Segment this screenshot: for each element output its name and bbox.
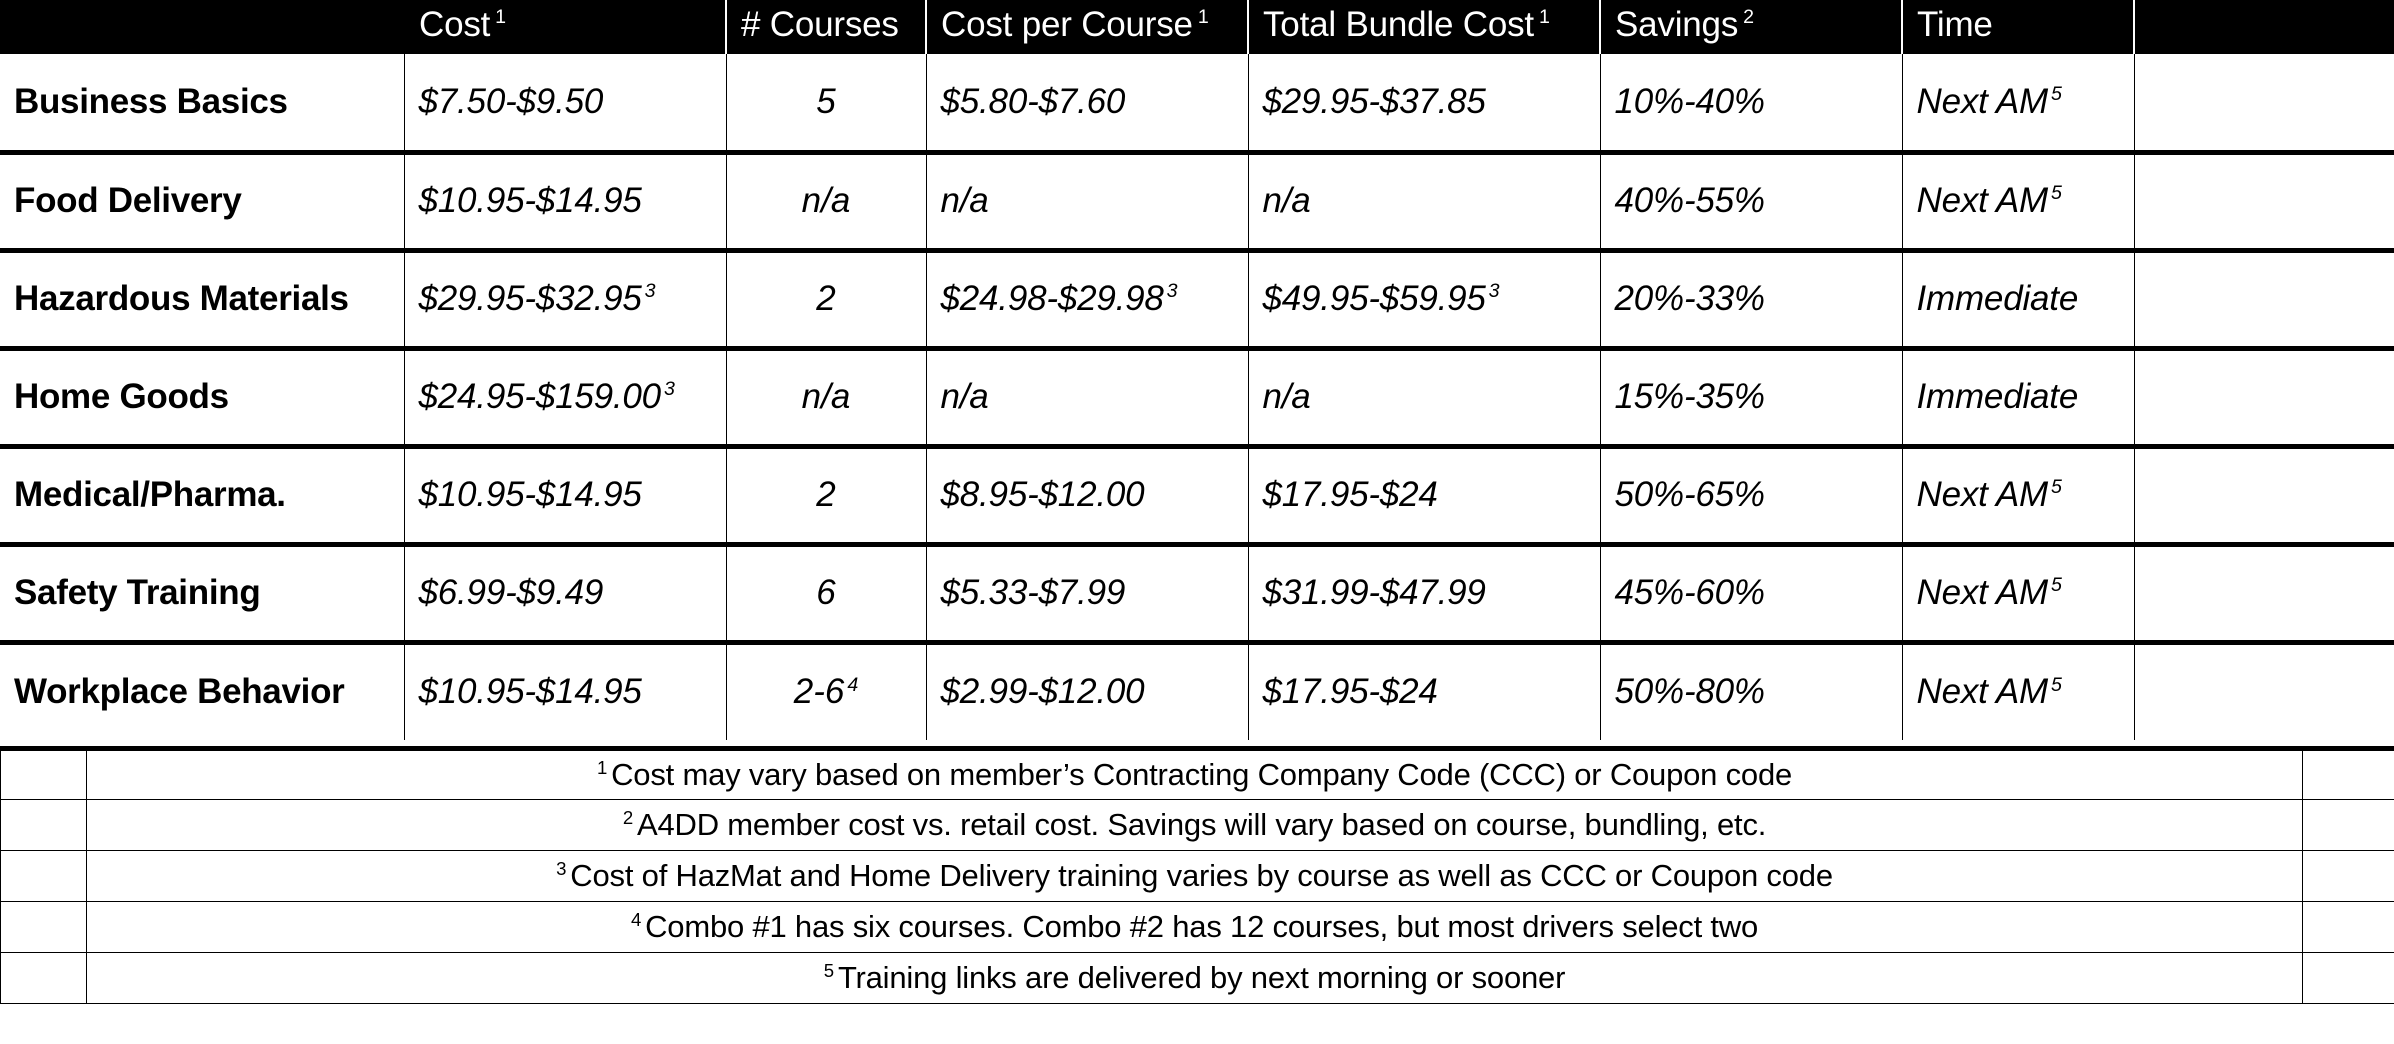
footnote-gutter-right	[2303, 851, 2394, 902]
cell-total-bundle-cost-value: $49.95-$59.95	[1262, 279, 1486, 318]
footnote-text: Combo #1 has six courses. Combo #2 has 12 courses, but most drivers select two	[645, 909, 1759, 944]
cell-category	[0, 152, 404, 250]
cell-courses-value: 5	[816, 81, 836, 121]
cell-extra	[2134, 250, 2394, 348]
cell-time-note: 5	[2051, 83, 2062, 106]
footnote-marker: 4	[630, 908, 642, 930]
cell-savings-value: 10%-40%	[1614, 81, 1765, 121]
cell-time-note: 5	[2051, 574, 2062, 597]
cell-time-value: Next AM	[1916, 573, 2048, 612]
cell-time	[1902, 54, 2134, 152]
cell-total-bundle-cost-value: $17.95-$24	[1262, 672, 1438, 712]
cell-cost-value: $7.50-$9.50	[418, 81, 604, 121]
cell-cost-per-course-value: $2.99-$12.00	[940, 672, 1145, 712]
cell-courses-value: 2	[816, 475, 836, 514]
cell-cost-per-course	[926, 446, 1248, 544]
column-header-time	[1902, 0, 2134, 54]
cell-cost-value: $24.95-$159.00	[418, 377, 661, 416]
column-header-total-bundle-cost	[1248, 0, 1600, 54]
footnote-text: Training links are delivered by next morning or sooner	[837, 960, 1566, 995]
cell-total-bundle-cost	[1248, 642, 1600, 740]
table-row	[0, 642, 2394, 740]
cell-time-value: Immediate	[1916, 279, 2079, 318]
cell-time-note: 5	[2051, 182, 2062, 205]
cell-time-value: Immediate	[1916, 377, 2079, 416]
footnote-gutter-right	[2303, 800, 2394, 851]
cell-category-label: Home Goods	[14, 377, 229, 416]
cell-category	[0, 446, 404, 544]
cell-total-bundle-cost	[1248, 348, 1600, 446]
cell-cost	[404, 544, 726, 642]
column-header-courses-label: # Courses	[741, 5, 899, 44]
table-row	[0, 250, 2394, 348]
cell-cost-value: $10.95-$14.95	[418, 672, 642, 712]
cell-savings-value: 40%-55%	[1614, 181, 1765, 220]
column-header-savings-note: 2	[1743, 6, 1754, 29]
footnote-gutter-left	[1, 749, 87, 800]
header-row	[0, 0, 2394, 54]
footnote-row	[1, 851, 2394, 902]
footnote-text: Cost of HazMat and Home Delivery training varies by course as well as CCC or Coupon code	[570, 858, 1833, 893]
cell-time	[1902, 250, 2134, 348]
cell-time-note: 5	[2051, 673, 2062, 696]
cell-courses	[726, 250, 926, 348]
cell-category	[0, 642, 404, 740]
table-row	[0, 544, 2394, 642]
footnote-text: A4DD member cost vs. retail cost. Savings will vary based on course, bundling, etc.	[636, 807, 1767, 842]
cell-cost-note: 3	[663, 378, 675, 401]
cell-cost-per-course	[926, 544, 1248, 642]
cell-time	[1902, 446, 2134, 544]
cell-cost-per-course-value: n/a	[940, 181, 989, 220]
cell-time	[1902, 642, 2134, 740]
cell-courses-value: 2	[816, 279, 836, 318]
cell-total-bundle-cost	[1248, 544, 1600, 642]
column-header-total-bundle-cost-label: Total Bundle Cost	[1263, 5, 1534, 44]
footnote-text-cell	[87, 953, 2303, 1004]
cell-total-bundle-cost-value: $29.95-$37.85	[1262, 81, 1486, 121]
cell-cost	[404, 152, 726, 250]
cell-extra	[2134, 54, 2394, 152]
cell-cost-per-course-value: $5.33-$7.99	[940, 573, 1126, 612]
footnote-gutter-right	[2303, 749, 2394, 800]
cell-total-bundle-cost	[1248, 250, 1600, 348]
column-header-courses	[726, 0, 926, 54]
cell-savings	[1600, 446, 1902, 544]
cell-total-bundle-cost	[1248, 152, 1600, 250]
cell-courses-note: 4	[847, 673, 859, 696]
cell-savings-value: 50%-65%	[1614, 475, 1765, 514]
cell-courses-value: 6	[816, 573, 836, 612]
cell-cost-per-course-value: $8.95-$12.00	[940, 475, 1145, 514]
cell-courses	[726, 446, 926, 544]
cell-cost-per-course-value: $5.80-$7.60	[940, 81, 1126, 121]
cell-total-bundle-cost-value: n/a	[1262, 377, 1311, 416]
cell-savings-value: 45%-60%	[1614, 573, 1765, 612]
footnote-gutter-left	[1, 800, 87, 851]
footnote-text-cell	[87, 902, 2303, 953]
cell-time-value: Next AM	[1916, 81, 2048, 121]
cell-extra	[2134, 348, 2394, 446]
column-header-category	[0, 0, 404, 54]
cell-cost-per-course	[926, 54, 1248, 152]
column-header-savings	[1600, 0, 1902, 54]
table-row	[0, 446, 2394, 544]
cell-category	[0, 348, 404, 446]
table-row	[0, 54, 2394, 152]
footnote-text: Cost may vary based on member’s Contracting Company Code (CCC) or Coupon code	[611, 757, 1793, 792]
cell-category-label: Medical/Pharma.	[14, 475, 286, 514]
cell-category	[0, 54, 404, 152]
cell-category-label: Food Delivery	[14, 181, 242, 220]
cell-cost	[404, 642, 726, 740]
cell-category-label: Workplace Behavior	[14, 672, 345, 712]
cell-savings-value: 20%-33%	[1614, 279, 1765, 318]
cell-cost-value: $29.95-$32.95	[418, 279, 642, 318]
footnote-gutter-left	[1, 851, 87, 902]
footnote-gutter-left	[1, 902, 87, 953]
cell-category-label: Hazardous Materials	[14, 279, 349, 318]
cell-cost-per-course	[926, 348, 1248, 446]
cell-time	[1902, 348, 2134, 446]
cell-total-bundle-cost-value: $17.95-$24	[1262, 475, 1438, 514]
cell-category-label: Safety Training	[14, 573, 261, 612]
footnote-marker: 2	[622, 806, 633, 828]
cell-total-bundle-cost-value: n/a	[1262, 181, 1311, 220]
cell-savings	[1600, 642, 1902, 740]
table-row	[0, 348, 2394, 446]
cell-savings-value: 15%-35%	[1614, 377, 1765, 416]
cell-time	[1902, 152, 2134, 250]
cell-courses	[726, 544, 926, 642]
cell-courses-value: n/a	[801, 377, 851, 416]
cell-time-value: Next AM	[1916, 672, 2048, 712]
cell-cost-per-course-note: 3	[1166, 280, 1178, 303]
table-row	[0, 152, 2394, 250]
cell-courses-value: n/a	[801, 181, 851, 220]
column-header-extra	[2134, 0, 2394, 54]
footnote-row	[1, 749, 2394, 800]
cell-total-bundle-cost-value: $31.99-$47.99	[1262, 573, 1486, 612]
footnote-gutter-left	[1, 953, 87, 1004]
column-header-time-label: Time	[1917, 5, 1993, 44]
cell-category	[0, 250, 404, 348]
column-header-cost-per-course-label: Cost per Course	[941, 5, 1193, 44]
column-header-savings-label: Savings	[1615, 5, 1739, 44]
cell-cost	[404, 348, 726, 446]
footnote-row	[1, 953, 2394, 1004]
cell-category-label: Business Basics	[14, 81, 288, 121]
column-header-total-bundle-cost-note: 1	[1538, 6, 1550, 29]
footnote-row	[1, 800, 2394, 851]
column-header-cost-label: Cost	[419, 5, 491, 44]
footnote-text-cell	[87, 749, 2303, 800]
cell-total-bundle-cost	[1248, 446, 1600, 544]
cell-cost	[404, 250, 726, 348]
cell-cost-value: $6.99-$9.49	[418, 573, 604, 612]
cell-time-note: 5	[2051, 476, 2062, 499]
cell-courses-value: 2-6	[793, 672, 845, 712]
cell-cost-per-course	[926, 250, 1248, 348]
cell-total-bundle-cost-note: 3	[1488, 280, 1500, 303]
cell-savings	[1600, 54, 1902, 152]
cell-courses	[726, 54, 926, 152]
cell-time	[1902, 544, 2134, 642]
cell-total-bundle-cost	[1248, 54, 1600, 152]
cell-cost	[404, 54, 726, 152]
cell-cost-per-course	[926, 642, 1248, 740]
cell-time-value: Next AM	[1916, 181, 2048, 220]
cell-courses	[726, 152, 926, 250]
table-header	[0, 0, 2394, 54]
cell-extra	[2134, 446, 2394, 544]
cell-cost-per-course	[926, 152, 1248, 250]
cell-savings	[1600, 152, 1902, 250]
footnote-marker: 3	[556, 857, 567, 879]
footnotes-table	[0, 746, 2394, 1004]
footnote-text-cell	[87, 851, 2303, 902]
cell-cost-per-course-value: $24.98-$29.98	[940, 279, 1164, 318]
footnote-gutter-right	[2303, 902, 2394, 953]
footnotes-body	[1, 749, 2394, 1004]
cell-courses	[726, 642, 926, 740]
cell-cost-note: 3	[644, 280, 656, 303]
cell-cost	[404, 446, 726, 544]
cell-savings-value: 50%-80%	[1614, 672, 1765, 712]
cell-courses	[726, 348, 926, 446]
column-header-cost-per-course	[926, 0, 1248, 54]
footnote-text-cell	[87, 800, 2303, 851]
cell-category	[0, 544, 404, 642]
cell-savings	[1600, 250, 1902, 348]
footnote-row	[1, 902, 2394, 953]
cell-cost-per-course-value: n/a	[940, 377, 989, 416]
table-body	[0, 54, 2394, 740]
cell-time-value: Next AM	[1916, 475, 2048, 514]
cell-savings	[1600, 348, 1902, 446]
cell-cost-value: $10.95-$14.95	[418, 181, 642, 220]
cell-savings	[1600, 544, 1902, 642]
column-header-cost-note: 1	[495, 6, 506, 29]
footnote-marker: 1	[596, 756, 608, 778]
footnote-gutter-right	[2303, 953, 2394, 1004]
footnote-marker: 5	[823, 959, 834, 981]
column-header-cost-per-course-note: 1	[1197, 6, 1209, 29]
cell-extra	[2134, 544, 2394, 642]
cell-extra	[2134, 642, 2394, 740]
column-header-cost	[404, 0, 726, 54]
cell-extra	[2134, 152, 2394, 250]
cell-cost-value: $10.95-$14.95	[418, 475, 642, 514]
